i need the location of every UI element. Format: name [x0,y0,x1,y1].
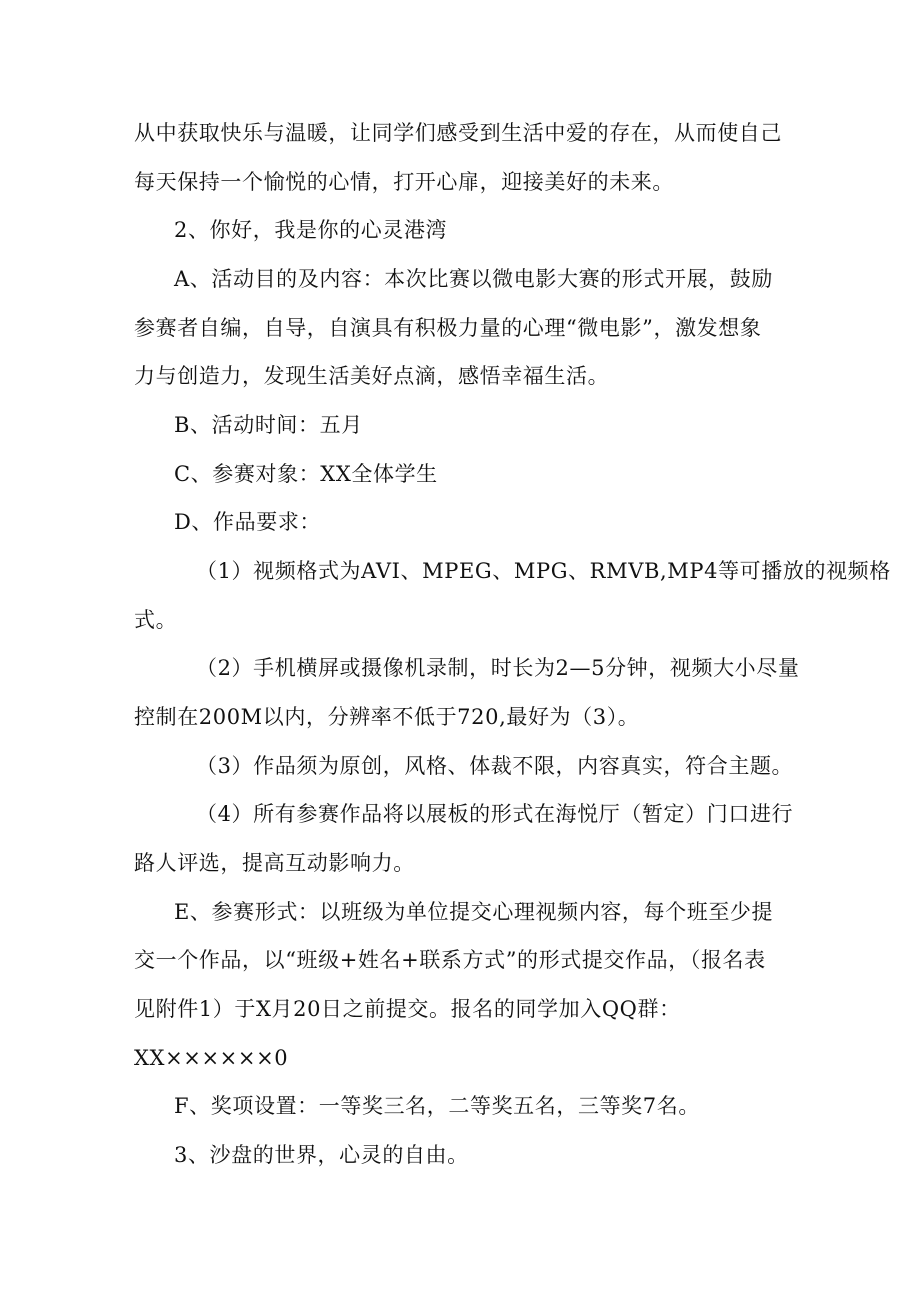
text-line: E、参赛形式：以班级为单位提交心理视频内容，每个班至少提 [174,900,774,924]
list-item: （2）手机横屏或摄像机录制，时长为2—5分钟，视频大小尽量 [196,656,800,680]
text-line: 参赛者自编，自导，自演具有积极力量的心理“微电影”，激发想象 [134,316,762,340]
text-line: 交一个作品，以“班级+姓名+联系方式”的形式提交作品，（报名表 [134,948,766,972]
section-heading: 2、你好，我是你的心灵港湾 [174,218,448,242]
list-item: （1）视频格式为AVI、MPEG、MPG、RMVB,MP4等可播放的视频格 [196,559,891,583]
list-item: （3）作品须为原创，风格、体裁不限，内容真实，符合主题。 [196,754,794,778]
text-line: 见附件1）于X月20日之前提交。报名的同学加入QQ群： [134,997,681,1021]
text-line: C、参赛对象：XX全体学生 [174,462,438,486]
text-line: 式。 [134,608,178,632]
text-line: B、活动时间：五月 [174,413,363,437]
text-line: D、作品要求： [174,510,322,534]
text-line: 力与创造力，发现生活美好点滴，感悟幸福生活。 [134,364,610,388]
text-line: 路人评选，提高互动影响力。 [134,851,415,875]
text-line: 控制在200M以内，分辨率不低于720,最好为（3）。 [134,705,640,729]
text-line: A、活动目的及内容：本次比赛以微电影大赛的形式开展，鼓励 [174,267,773,291]
text-line: 从中获取快乐与温暖，让同学们感受到生活中爱的存在，从而使自己 [134,121,782,145]
section-heading: 3、沙盘的世界，心灵的自由。 [174,1143,469,1167]
text-line: 每天保持一个愉悦的心情，打开心扉，迎接美好的未来。 [134,170,674,194]
list-item: （4）所有参赛作品将以展板的形式在海悦厅（暂定）门口进行 [196,802,794,826]
text-line: F、奖项设置：一等奖三名，二等奖五名，三等奖7名。 [174,1094,700,1118]
text-line: XX××××××0 [134,1046,289,1070]
